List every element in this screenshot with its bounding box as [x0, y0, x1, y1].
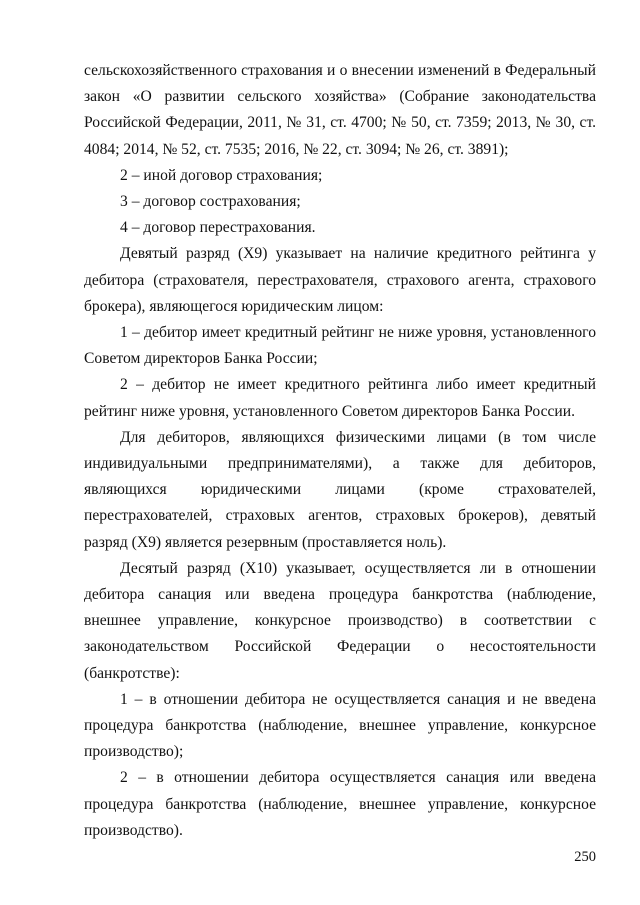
document-body [84, 58, 596, 844]
list-item-2: 2 – иной договор страхования; [120, 166, 323, 184]
paragraph-x9-reserved: Для дебиторов, являющихся физическими лицами (в том числе индивидуальными предпринимателями), а также для дебиторов, являющихся юридическими лицами (кроме страхователей, перестрахователей, страховых агентов, страховых брокеров), девятый разряд (X9) является резервным (проставляется ноль). [84, 428, 596, 551]
x9-item-2: 2 – дебитор не имеет кредитного рейтинга либо имеет кредитный рейтинг ниже уровня, установленного Советом директоров Банка России. [84, 376, 596, 420]
page-number: 250 [574, 849, 596, 865]
list-item-3: 3 – договор сострахования; [120, 193, 301, 211]
x10-item-2: 2 – в отношении дебитора осуществляется санация или введена процедура банкротства (наблюдение, внешнее управление, конкурсное производство). [84, 769, 596, 839]
paragraph-x10: Десятый разряд (X10) указывает, осуществляется ли в отношении дебитора санация или введена процедура банкротства (наблюдение, внешнее управление, конкурсное производство) в соответствии с законодательством Российской Федерации о несостоятельности (банкротстве): [84, 559, 596, 682]
paragraph-continuation: сельскохозяйственного страхования и о внесении изменений в Федеральный закон «О развитии сельского хозяйства» (Собрание законодательства Российской Федерации, 2011, № 31, ст. 4700; № 50, ст. 7359; 2013, № 30, ст. 4084; 2014, № 52, ст. 7535; 2016, № 22, ст. 3094; № 26, ст. 3891); [84, 62, 596, 158]
paragraph-x9: Девятый разряд (X9) указывает на наличие кредитного рейтинга у дебитора (страхователя, перестрахователя, страхового агента, страхового брокера), являющегося юридическим лицом: [84, 245, 596, 315]
x10-item-1: 1 – в отношении дебитора не осуществляется санация и не введена процедура банкротства (наблюдение, внешнее управление, конкурсное производство); [84, 690, 596, 761]
list-item-4: 4 – договор перестрахования. [120, 219, 316, 237]
x9-item-1: 1 – дебитор имеет кредитный рейтинг не ниже уровня, установленного Советом директоров Банка России; [84, 324, 596, 368]
